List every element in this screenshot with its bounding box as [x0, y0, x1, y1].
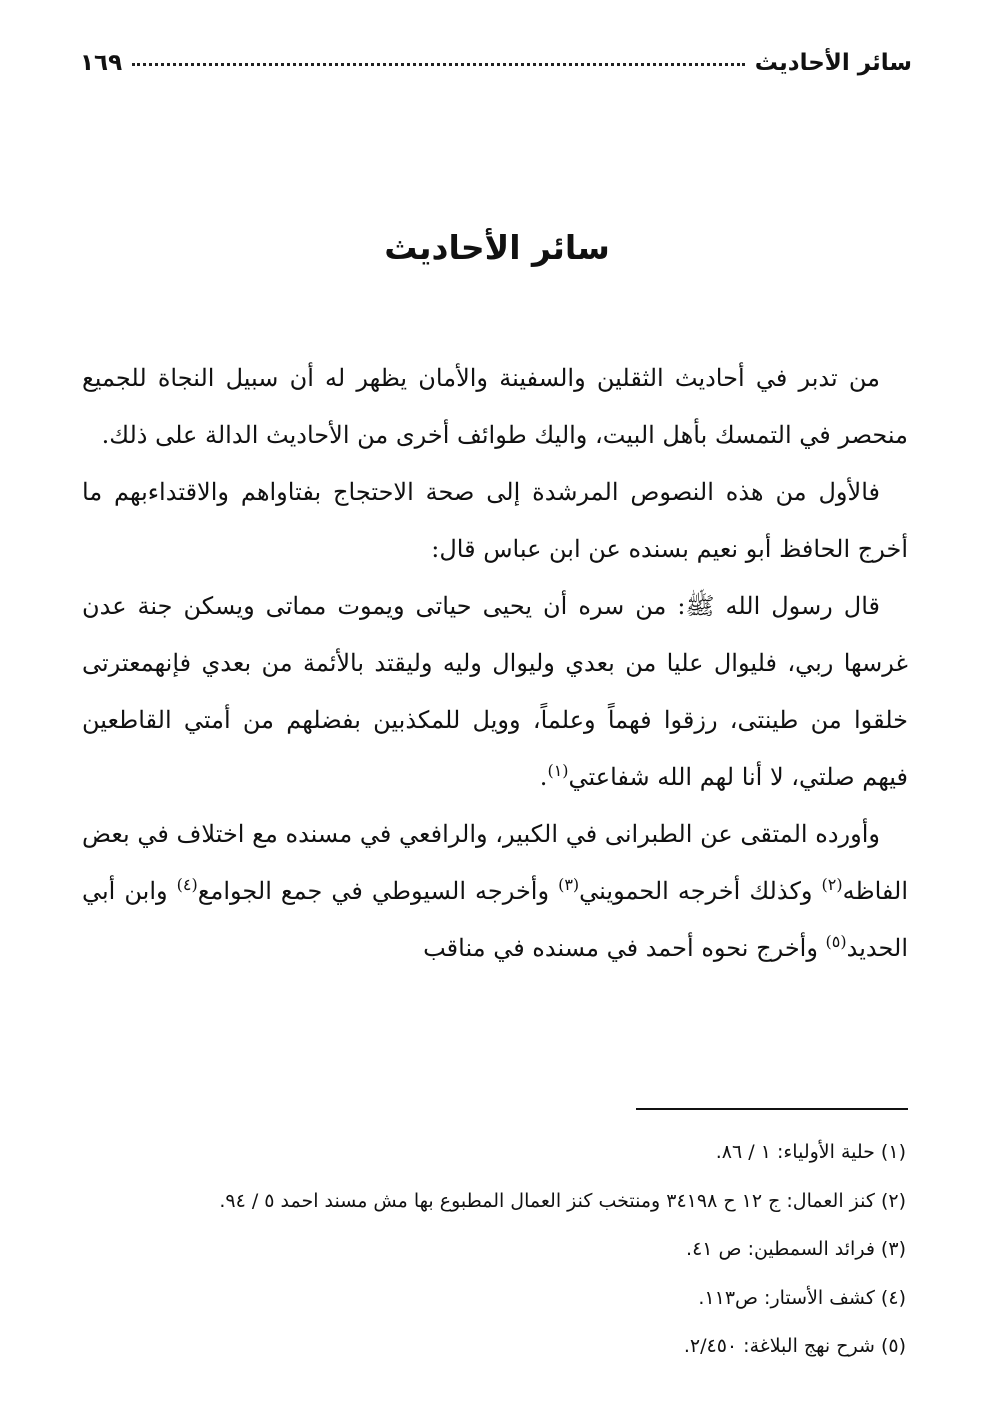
footnote-ref-2: (٢)	[821, 875, 843, 894]
paragraph-intro: من تدبر في أحاديث الثقلين والسفينة والأمان يظهر له أن سبيل النجاة للجميع منحصر في التمسك بأهل البيت، واليك طوائف أخرى من الأحاديث الدالة على ذلك.	[82, 364, 908, 449]
footnote-2: (٢) كنز العمال: ج ١٢ ح ٣٤١٩٨ ومنتخب كنز العمال المطبوع بها مش مسند احمد ٥ / ٩٤.	[219, 1189, 906, 1212]
running-header	[80, 50, 912, 76]
running-header-title: سائر الأحاديث	[754, 50, 912, 76]
footnote-3: (٣) فرائد السمطين: ص ٤١.	[686, 1238, 906, 1260]
footnote-separator	[636, 1108, 908, 1110]
paragraph-first-text: فالأول من هذه النصوص المرشدة إلى صحة الاحتجاج بفتاواهم والاقتداءبهم ما أخرج الحافظ أبو نعيم بسنده عن ابن عباس قال:	[82, 478, 908, 563]
footnote-ref-3: (٣)	[558, 875, 580, 894]
header-dot-leader	[132, 51, 745, 66]
paragraph-hadith: قال رسول الله ﷺ: من سره أن يحيى حياتى ويموت مماتى ويسكن جنة عدن غرسها ربي، فليوال عليا من بعدي وليوال وليه وليقتد بالأئمة من بعدي فإنهمعترتى خلقوا من طينتى، رزقوا فهماً وعلماً، وويل للمكذبين بفضلهم من أمتي القاطعين فيهم صلتي، لا أنا لهم الله شفاعتي$^{(١)}$.	[82, 592, 908, 791]
footnote-5: (٥) شرح نهج البلاغة: ٢/٤٥٠.	[683, 1335, 906, 1357]
body-text	[82, 350, 908, 977]
paragraph-sources: وأورده المتقى عن الطبرانى في الكبير، والرافعي في مسنده مع اختلاف في بعض الفاظه$^{(٢)}$ وكذلك أخرجه الحمويني$^{(٣)}$ وأخرجه السيوطي في جمع الجوامع$^{(٤)}$ وابن أبي الحديد$^{(٥)}$ وأخرج نحوه أحمد في مسنده في مناقب	[82, 820, 908, 962]
footnote-4: (٤) كشف الأستار: ص١١٣.	[698, 1286, 906, 1309]
footnote-ref-4: (٤)	[176, 875, 198, 894]
footnotes	[82, 1128, 906, 1371]
footnote-1: (١) حلية الأولياء: ١ / ٨٦.	[715, 1141, 906, 1163]
footnote-ref-5: (٥)	[825, 932, 847, 951]
chapter-title: سائر الأحاديث	[384, 228, 610, 267]
page-number: ١٦٩	[80, 50, 123, 76]
footnote-ref-1: (١)	[547, 761, 569, 780]
